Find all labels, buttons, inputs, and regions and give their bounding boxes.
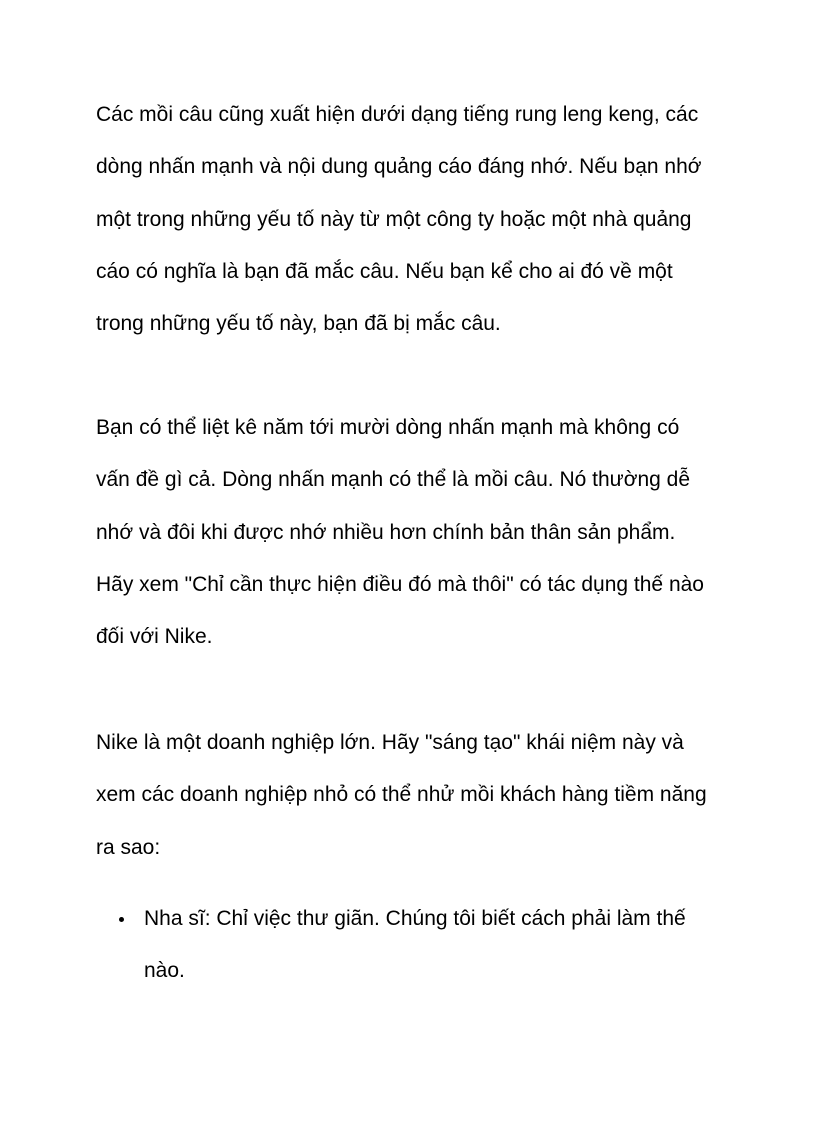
paragraph-line: một trong những yếu tố này từ một công ty hoặc một nhà quảng [96, 207, 692, 231]
paragraph-line: Bạn có thể liệt kê năm tới mười dòng nhấn mạnh mà không có [96, 416, 680, 439]
paragraph-line: trong những yếu tố này, bạn đã bị mắc câu. [96, 312, 501, 336]
paragraph-2 [96, 402, 736, 663]
paragraph-line: vấn đề gì cả. Dòng nhấn mạnh có thể là mồi câu. Nó thường dễ [96, 468, 691, 492]
paragraph-line: ra sao: [96, 835, 161, 859]
paragraph-line: đối với Nike. [96, 625, 213, 649]
paragraph-line: cáo có nghĩa là bạn đã mắc câu. Nếu bạn kể cho ai đó về một [96, 259, 673, 283]
paragraph-line: Nike là một doanh nghiệp lớn. Hãy "sáng tạo" khái niệm này và [96, 731, 684, 754]
bullet-item [96, 893, 736, 998]
paragraph-line: nhớ và đôi khi được nhớ nhiều hơn chính bản thân sản phẩm. [96, 520, 676, 544]
paragraph-line: Các mồi câu cũng xuất hiện dưới dạng tiếng rung leng keng, các [96, 103, 699, 126]
bullet-line: nào. [144, 959, 185, 983]
bullet-list [96, 893, 736, 998]
paragraph-3 [96, 717, 736, 874]
paragraph-1 [96, 89, 736, 350]
paragraph-line: dòng nhấn mạnh và nội dung quảng cáo đáng nhớ. Nếu bạn nhớ [96, 155, 702, 179]
paragraph-line: xem các doanh nghiệp nhỏ có thể nhử mồi khách hàng tiềm năng [96, 783, 707, 807]
paragraph-line: Hãy xem "Chỉ cần thực hiện điều đó mà thôi" có tác dụng thế nào [96, 572, 704, 596]
bullet-line: Nha sĩ: Chỉ việc thư giãn. Chúng tôi biết cách phải làm thế [144, 907, 686, 930]
bullet-dot-icon [119, 917, 124, 922]
